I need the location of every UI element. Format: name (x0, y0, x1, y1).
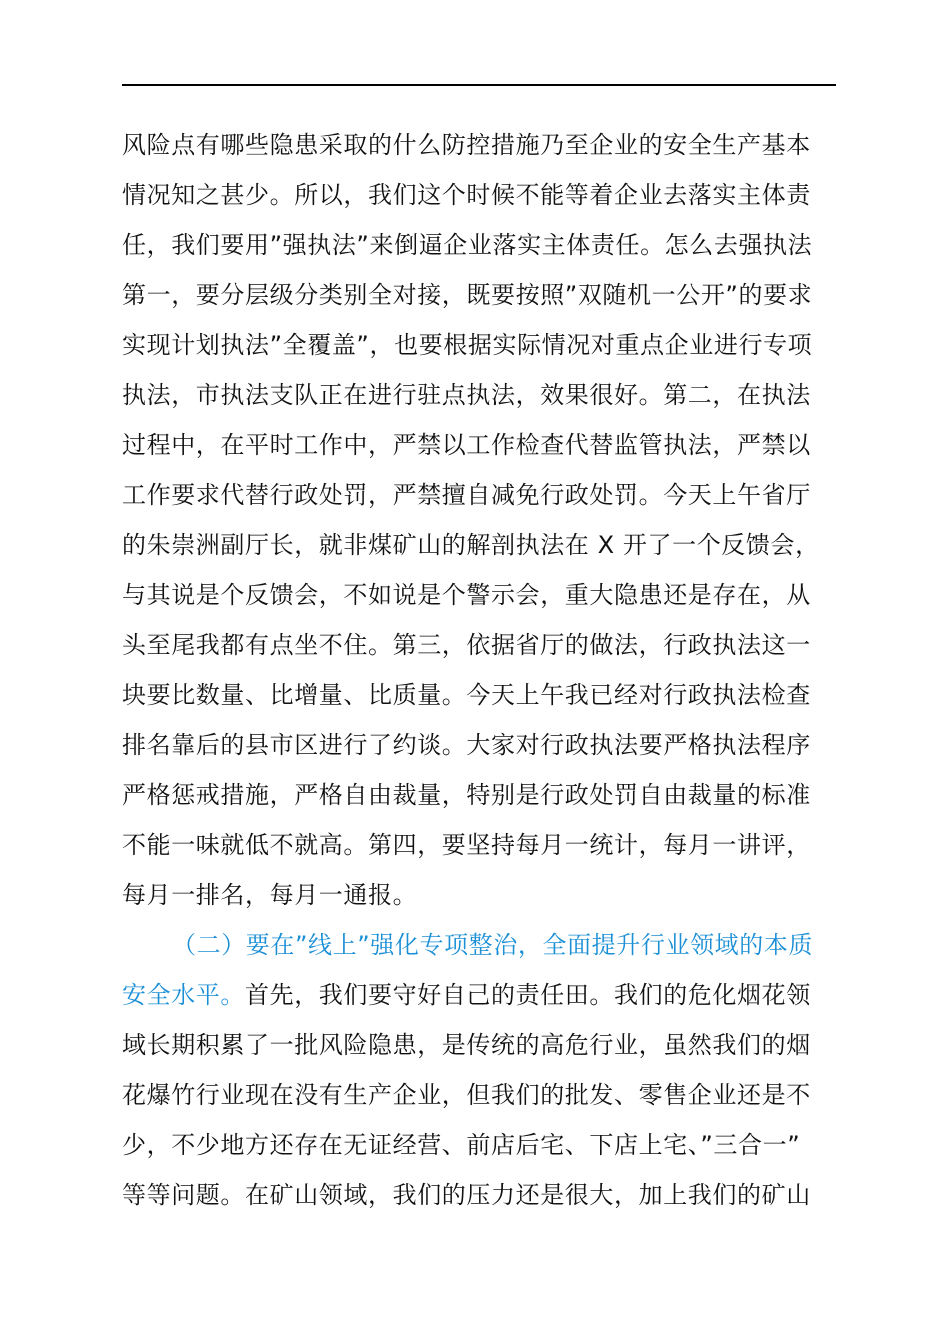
text-line: 过程中，在平时工作中，严禁以工作检查代替监管执法，严禁以 (122, 431, 811, 459)
text-line: 执法，市执法支队正在进行驻点执法，效果很好。第二，在执法 (122, 381, 811, 409)
text-line: 风险点有哪些隐患采取的什么防控措施乃至企业的安全生产基本 (122, 131, 811, 159)
text-line: 第一，要分层级分类别全对接，既要按照”双随机一公开”的要求 (122, 281, 813, 309)
text-line (122, 970, 862, 1020)
text-line: 实现计划执法”全覆盖”，也要根据实际情况对重点企业进行专项 (122, 331, 813, 359)
text-line: 不能一味就低不就高。第四，要坚持每月一统计，每月一讲评， (122, 831, 811, 859)
text-line: 工作要求代替行政处罚，严禁擅自减免行政处罚。今天上午省厅 (122, 481, 811, 509)
header-rule (122, 84, 836, 86)
text-line: 头至尾我都有点坐不住。第三，依据省厅的做法，行政执法这一 (122, 631, 811, 659)
text-line: 情况知之甚少。所以，我们这个时候不能等着企业去落实主体责 (122, 181, 811, 209)
text-line: 等等问题。在矿山领域，我们的压力还是很大，加上我们的矿山 (122, 1181, 811, 1209)
text-line: 块要比数量、比增量、比质量。今天上午我已经对行政执法检查 (122, 681, 811, 709)
text-line: 每月一排名，每月一通报。 (122, 881, 418, 909)
section-heading: （二）要在”线上”强化专项整治，全面提升行业领域的本质 (172, 931, 814, 959)
section-heading-continued: 安全水平。 (122, 981, 245, 1009)
text-line-rest: 首先，我们要守好自己的责任田。我们的危化烟花领 (245, 981, 811, 1009)
text-line: 与其说是个反馈会，不如说是个警示会，重大隐患还是存在，从 (122, 581, 811, 609)
document-body (122, 120, 862, 1220)
text-line: 域长期积累了一批风险隐患，是传统的高危行业，虽然我们的烟 (122, 1031, 811, 1059)
text-line: 花爆竹行业现在没有生产企业，但我们的批发、零售企业还是不 (122, 1081, 811, 1109)
text-line: 严格惩戒措施，严格自由裁量，特别是行政处罚自由裁量的标准 (122, 781, 811, 809)
text-line: 少，不少地方还存在无证经营、前店后宅、下店上宅、”三合一” (122, 1131, 801, 1159)
text-line: 的朱崇洲副厅长，就非煤矿山的解剖执法在 X 开了一个反馈会， (122, 531, 820, 559)
text-line: 任，我们要用”强执法”来倒逼企业落实主体责任。怎么去强执法 (122, 231, 813, 259)
text-line: 排名靠后的县市区进行了约谈。大家对行政执法要严格执法程序 (122, 731, 811, 759)
paragraph-2 (122, 920, 862, 1220)
paragraph-1 (122, 120, 862, 920)
